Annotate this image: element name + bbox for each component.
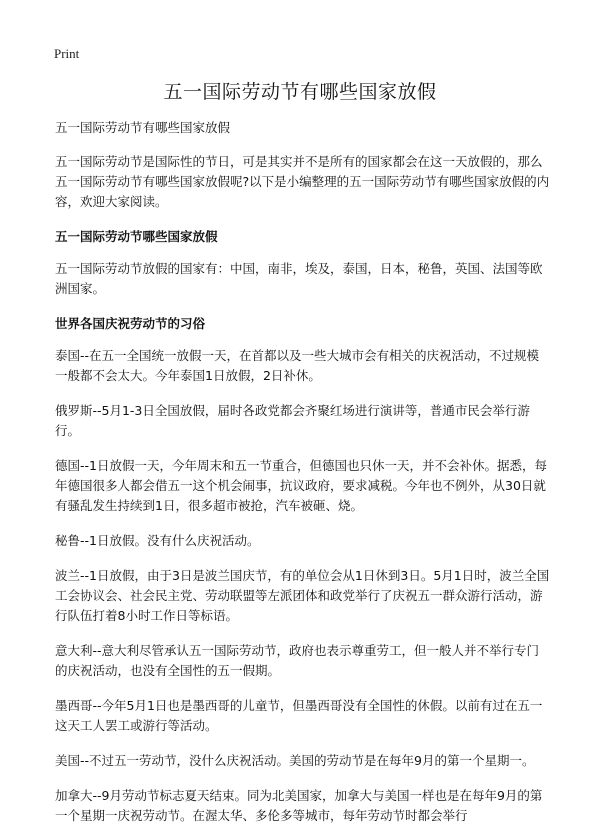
- country-paragraph-thailand: 泰国--在五一全国统一放假一天，在首都以及一些大城市会有相关的庆祝活动，不过规模一般都不会太大。今年泰国1日放假，2日补休。: [55, 348, 540, 383]
- section-heading-customs: 世界各国庆祝劳动节的习俗: [55, 316, 206, 331]
- holiday-countries-paragraph: 五一国际劳动节放假的国家有：中国，南非，埃及，泰国，日本，秘鲁，英国、法国等欧洲国家。: [55, 261, 543, 296]
- country-paragraph-usa: 美国--不过五一劳动节，没什么庆祝活动。美国的劳动节是在每年9月的第一个星期一。: [55, 753, 535, 768]
- country-paragraph-mexico: 墨西哥--今年5月1日也是墨西哥的儿童节，但墨西哥没有全国性的休假。以前有过在五一这天工人罢工或游行等活动。: [55, 698, 543, 733]
- country-paragraph-canada: 加拿大--9月劳动节标志夏天结束。同为北美国家，加拿大与美国一样也是在每年9月的第一个星期一庆祝劳动节。在渥太华、多伦多等城市，每年劳动节时都会举行: [55, 788, 543, 823]
- article-body: [55, 118, 551, 828]
- country-paragraph-peru: 秘鲁--1日放假。没有什么庆祝活动。: [55, 533, 260, 548]
- print-link[interactable]: Print: [54, 46, 80, 61]
- country-paragraph-poland: 波兰--1日放假，由于3日是波兰国庆节，有的单位会从1日休到3日。5月1日时，波兰全国工会协议会、社会民主党、劳动联盟等左派团体和政党举行了庆祝五一群众游行活动，游行队伍打着8小时工作日等标语。: [55, 568, 550, 623]
- intro-paragraph: 五一国际劳动节是国际性的节日，可是其实并不是所有的国家都会在这一天放假的，那么五一国际劳动节有哪些国家放假呢?以下是小编整理的五一国际劳动节有哪些国家放假的内容，欢迎大家阅读。: [55, 154, 550, 209]
- country-paragraph-russia: 俄罗斯--5月1-3日全国放假，届时各政党都会齐聚红场进行演讲等，普通市民会举行游行。: [55, 403, 530, 438]
- country-paragraph-italy: 意大利--意大利尽管承认五一国际劳动节，政府也表示尊重劳工，但一般人并不举行专门的庆祝活动，也没有全国性的五一假期。: [55, 643, 540, 678]
- country-paragraph-germany: 德国--1日放假一天，今年周末和五一节重合，但德国也只休一天，并不会补休。据悉，每年德国很多人都会借五一这个机会闹事，抗议政府，要求减税。今年也不例外，从30日就有骚乱发生持续到1日，很多超市被抢，汽车被砸、烧。: [55, 458, 547, 513]
- page-title: 五一国际劳动节有哪些国家放假: [163, 81, 437, 103]
- article-subtitle: 五一国际劳动节有哪些国家放假: [55, 120, 231, 135]
- section-heading-holiday-countries: 五一国际劳动节哪些国家放假: [55, 229, 218, 244]
